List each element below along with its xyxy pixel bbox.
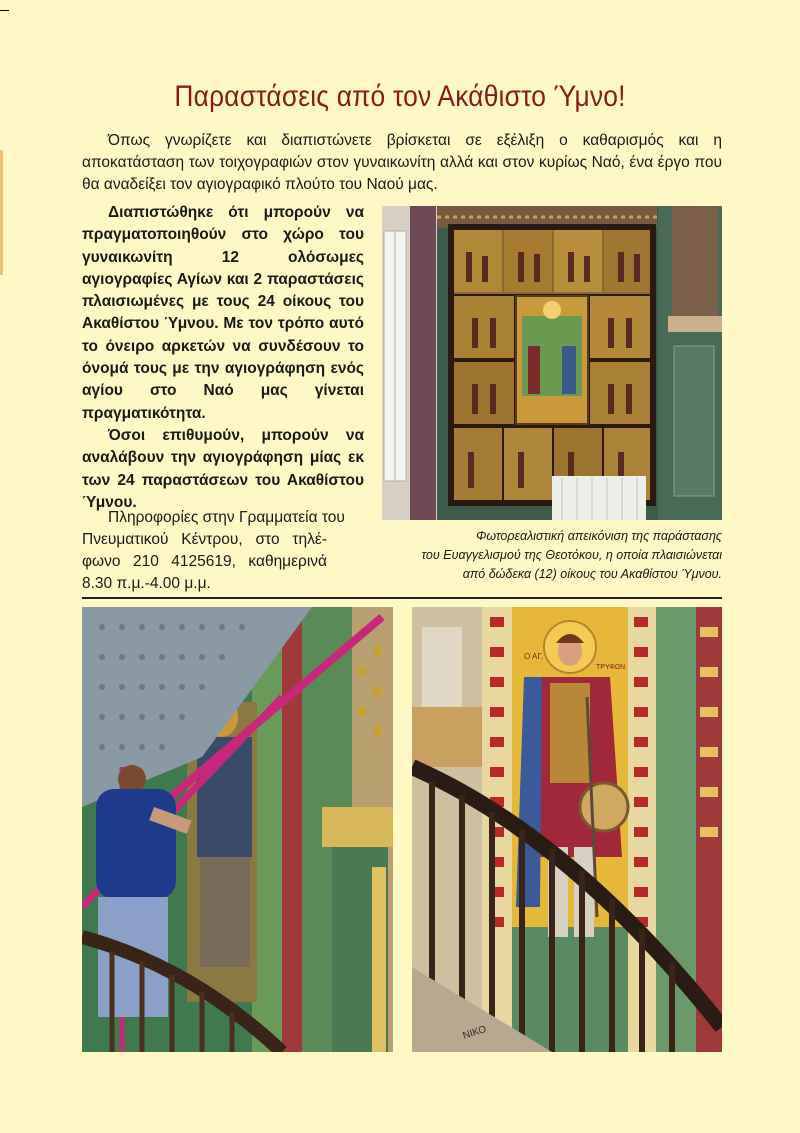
body-column [82, 202, 364, 514]
contact-line-4: 8.30 π.μ.-4.00 μ.μ. [82, 575, 211, 592]
body-paragraph-1: Διαπιστώθηκε ότι μπορούν να πραγματοποιηθούν στο χώρο του γυναικωνίτη 12 ολόσωμες αγιογραφίες Αγίων και 2 παραστάσεις πλαισιωμένες με τους 24 οίκους του Ακαθίστου Ύμνου. Με τον τρόπο αυτό το όνειρο αρκετών να συνδέσουν το όνομά τους με την αγιογράφηση ενός αγίου στο Ναό μας γίνεται πραγματικότητα. [82, 204, 364, 422]
contact-line-1: Πληροφορίες στην Γραμματεία του [108, 509, 345, 526]
saint-fresco-photo [412, 607, 722, 1052]
saint-label-right: ΤΡΥΦΩΝ [596, 664, 626, 671]
annunciation-photo [382, 206, 722, 520]
caption-line-1: Φωτορεαλιστική απεικόνιση της παράστασης [475, 529, 722, 543]
contact-line-3: φωνο 210 4125619, καθημερινά [82, 553, 327, 570]
caption-line-2: του Ευαγγελισμού της Θεοτόκου, η οποία πλαισιώνεται [421, 548, 722, 562]
crop-mark [0, 10, 9, 11]
intro-paragraph: Όπως γνωρίζετε και διαπιστώνετε βρίσκεται σε εξέλιξη ο καθαρισμός και η αποκατάσταση των τοιχογραφιών στον γυναικωνίτη αλλά και στον κυρίως Ναό, ένα έργο που θα αναδείξει τον αγιογραφικό πλούτο του Ναού μας. [82, 132, 722, 193]
caption-line-3: από δώδεκα (12) οίκους του Ακαθίστου Ύμνου. [462, 567, 722, 581]
body-paragraph-2: Όσοι επιθυμούν, μπορούν να αναλάβουν την αγιογράφηση μίας εκ των 24 παραστάσεων του Ακαθίστου Ύμνου. [82, 426, 364, 511]
saint-label-left: Ο ΑΓ. [524, 652, 544, 661]
contact-line-2: Πνευματικού Κέντρου, στο τηλέ- [82, 531, 327, 548]
contact-info [82, 507, 364, 595]
restoration-work-photo [82, 607, 393, 1052]
page-title: Παραστάσεις από τον Ακάθιστο Ύμνο! [174, 80, 626, 113]
edge-color-strip [0, 150, 3, 275]
section-divider [82, 597, 722, 599]
stair-inscription: ΝΙΚΟ [461, 1023, 488, 1042]
photo-caption [382, 527, 722, 584]
